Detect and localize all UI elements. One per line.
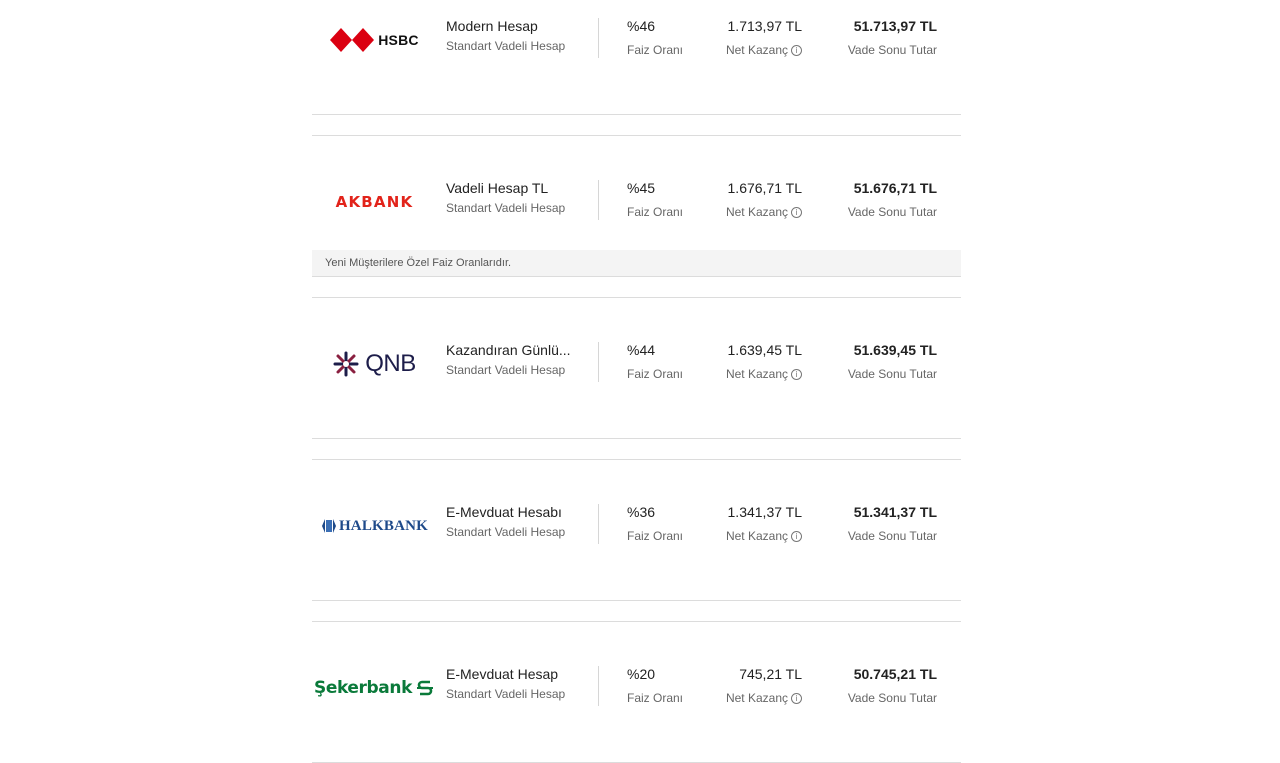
product-name[interactable]: Vadeli Hesap TL <box>446 180 549 196</box>
bank-logo-sekerbank <box>312 666 437 710</box>
maturity-total-label: Vade Sonu Tutar <box>847 529 937 543</box>
maturity-total-label: Vade Sonu Tutar <box>847 43 937 57</box>
divider <box>598 504 599 544</box>
net-gain-value: 745,21 TL <box>739 666 802 682</box>
bank-logo-text: HALKBANK <box>338 517 429 534</box>
sekerbank-s-icon <box>415 678 435 698</box>
interest-rate-value: %45 <box>627 180 656 196</box>
info-icon[interactable]: i <box>791 207 802 218</box>
net-gain <box>726 504 802 543</box>
info-icon[interactable]: i <box>791 369 802 380</box>
deposit-card-qnb[interactable] <box>312 298 961 439</box>
interest-rate-label: Faiz Oranı <box>627 529 684 543</box>
deposit-card-sekerbank[interactable] <box>312 622 961 763</box>
interest-rate-label: Faiz Oranı <box>627 43 684 57</box>
card-spacer <box>312 277 961 298</box>
maturity-total-value: 50.745,21 TL <box>853 666 937 682</box>
maturity-total <box>848 180 937 219</box>
product-info <box>446 180 586 215</box>
net-gain-label: Net Kazanç <box>725 205 788 219</box>
interest-rate <box>627 666 683 705</box>
product-type: Standart Vadeli Hesap <box>446 525 566 539</box>
product-info <box>446 18 586 53</box>
deposit-row <box>312 504 961 564</box>
maturity-total <box>848 666 937 705</box>
maturity-total-value: 51.639,45 TL <box>853 342 937 358</box>
net-gain-label: Net Kazanç <box>725 691 788 705</box>
qnb-snowflake-icon <box>333 351 359 377</box>
interest-rate-label: Faiz Oranı <box>627 691 684 705</box>
maturity-total-value: 51.676,71 TL <box>853 180 937 196</box>
deposit-row <box>312 666 961 726</box>
promo-note: Yeni Müşterilere Özel Faiz Oranlarıdır. <box>312 250 961 276</box>
maturity-total-value: 51.713,97 TL <box>853 18 937 34</box>
interest-rate <box>627 342 683 381</box>
maturity-total <box>848 18 937 57</box>
maturity-total-label: Vade Sonu Tutar <box>847 367 937 381</box>
deposit-row <box>312 342 961 402</box>
bank-logo-text: QNB <box>365 350 416 377</box>
net-gain-value: 1.676,71 TL <box>727 180 802 196</box>
divider <box>598 18 599 58</box>
divider <box>598 180 599 220</box>
divider <box>598 666 599 706</box>
net-gain <box>726 180 802 219</box>
card-spacer <box>312 115 961 136</box>
interest-rate-value: %44 <box>627 342 656 358</box>
net-gain-value: 1.341,37 TL <box>727 504 802 520</box>
product-type: Standart Vadeli Hesap <box>446 687 566 701</box>
bank-logo-text: HSBC <box>378 32 419 48</box>
interest-rate-value: %46 <box>627 18 656 34</box>
net-gain <box>726 342 802 381</box>
maturity-total <box>848 342 937 381</box>
product-info <box>446 504 586 539</box>
interest-rate <box>627 504 683 543</box>
interest-rate <box>627 180 683 219</box>
bank-logo-text: AKBANK <box>335 193 414 211</box>
product-type: Standart Vadeli Hesap <box>446 363 566 377</box>
halkbank-emblem-icon <box>321 517 337 535</box>
card-spacer <box>312 601 961 622</box>
divider <box>598 342 599 382</box>
product-type: Standart Vadeli Hesap <box>446 39 566 53</box>
maturity-total-label: Vade Sonu Tutar <box>847 691 937 705</box>
deposit-card-hsbc[interactable] <box>312 0 961 115</box>
interest-rate-value: %20 <box>627 666 656 682</box>
product-name[interactable]: E-Mevduat Hesap <box>446 666 559 682</box>
deposit-card-akbank[interactable] <box>312 136 961 277</box>
product-name[interactable]: Modern Hesap <box>446 18 538 34</box>
info-icon[interactable]: i <box>791 45 802 56</box>
product-info <box>446 666 586 701</box>
interest-rate-label: Faiz Oranı <box>627 367 684 381</box>
product-name[interactable]: E-Mevduat Hesabı <box>446 504 562 520</box>
net-gain <box>726 666 802 705</box>
net-gain-label: Net Kazanç <box>725 367 788 381</box>
net-gain <box>726 18 802 57</box>
net-gain-value: 1.713,97 TL <box>727 18 802 34</box>
deposit-row <box>312 18 961 78</box>
bank-logo-qnb <box>312 342 437 386</box>
bank-logo-text: Şekerbank <box>314 678 412 698</box>
deposit-row <box>312 180 961 240</box>
net-gain-label: Net Kazanç <box>725 43 788 57</box>
maturity-total-label: Vade Sonu Tutar <box>847 205 937 219</box>
bank-logo-akbank <box>312 180 437 224</box>
interest-rate <box>627 18 683 57</box>
product-type: Standart Vadeli Hesap <box>446 201 566 215</box>
bank-logo-hsbc <box>312 18 437 62</box>
deposit-results-list <box>312 0 961 763</box>
interest-rate-label: Faiz Oranı <box>627 205 684 219</box>
net-gain-label: Net Kazanç <box>725 529 788 543</box>
info-icon[interactable]: i <box>791 531 802 542</box>
hsbc-hexagon-icon <box>330 28 374 52</box>
bank-logo-halkbank <box>312 504 437 548</box>
deposit-card-halkbank[interactable] <box>312 460 961 601</box>
maturity-total-value: 51.341,37 TL <box>853 504 937 520</box>
product-info <box>446 342 586 377</box>
product-name[interactable]: Kazandıran Günlü... <box>446 342 571 358</box>
net-gain-value: 1.639,45 TL <box>727 342 802 358</box>
maturity-total <box>848 504 937 543</box>
card-spacer <box>312 439 961 460</box>
interest-rate-value: %36 <box>627 504 656 520</box>
info-icon[interactable]: i <box>791 693 802 704</box>
